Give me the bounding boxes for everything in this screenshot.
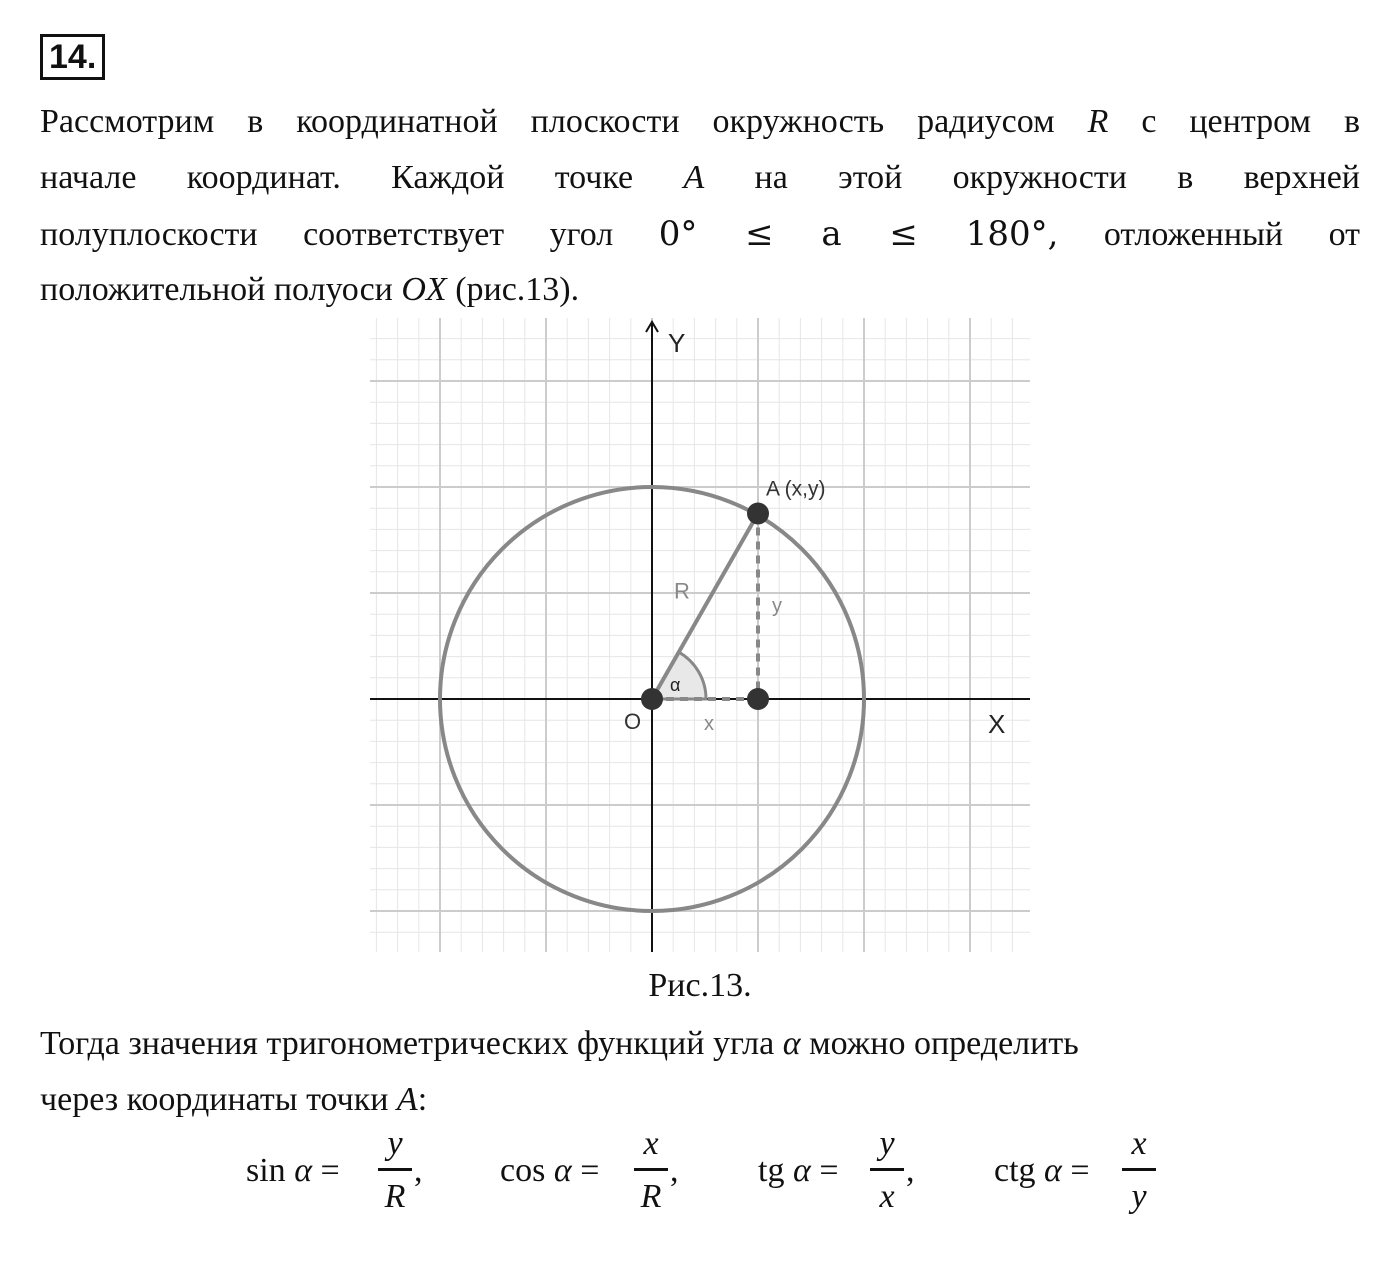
word: точке bbox=[554, 159, 634, 196]
formula-lhs bbox=[500, 1152, 599, 1190]
intro-line-2 bbox=[40, 150, 1360, 206]
word: положительной полуоси bbox=[40, 271, 393, 308]
fraction bbox=[634, 1122, 668, 1219]
axes bbox=[370, 322, 1030, 952]
point-origin bbox=[641, 688, 663, 710]
fn-var: α bbox=[792, 1152, 811, 1189]
numerator: x bbox=[1131, 1125, 1147, 1162]
formula-lhs bbox=[758, 1152, 839, 1190]
x-segment-label: x bbox=[704, 713, 714, 735]
intro-line-4 bbox=[40, 262, 1360, 318]
word: координат. bbox=[186, 159, 341, 196]
word: верхней bbox=[1243, 159, 1361, 196]
word: полуплоскости bbox=[40, 216, 258, 253]
conclusion-line-2 bbox=[40, 1072, 1360, 1128]
denominator: R bbox=[640, 1178, 662, 1215]
eq-sign: = bbox=[1070, 1152, 1090, 1189]
text: через координаты точки bbox=[40, 1081, 397, 1118]
word: от bbox=[1328, 216, 1360, 253]
grid bbox=[370, 318, 1030, 952]
separator: , bbox=[414, 1152, 423, 1189]
word: угол bbox=[549, 216, 614, 253]
eq-sign: = bbox=[819, 1152, 839, 1189]
math-A: A bbox=[396, 1081, 418, 1118]
intro-line-1 bbox=[40, 94, 1360, 150]
word: Рассмотрим bbox=[40, 103, 215, 140]
word: этой bbox=[838, 159, 903, 196]
angle-range-math: 0° ≤ a ≤ 180°, bbox=[658, 214, 1059, 254]
word: центром bbox=[1189, 103, 1311, 140]
axis-y-label: Y bbox=[668, 328, 686, 358]
text: Тогда значения тригонометрических функций угла bbox=[40, 1025, 783, 1062]
word: в bbox=[1343, 103, 1360, 140]
denominator: y bbox=[1131, 1178, 1147, 1215]
eq-sign: = bbox=[320, 1152, 340, 1189]
origin-label: O bbox=[624, 709, 642, 734]
formulas-row bbox=[0, 1122, 1400, 1222]
text: можно определить bbox=[800, 1025, 1079, 1062]
fn-name: cos bbox=[500, 1152, 546, 1189]
radius-label: R bbox=[674, 578, 690, 604]
fraction-bar bbox=[634, 1168, 668, 1171]
word: в bbox=[1177, 159, 1194, 196]
word: отложенный bbox=[1103, 216, 1284, 253]
point-A-label: A (x,y) bbox=[766, 477, 826, 501]
fn-var: α bbox=[553, 1152, 572, 1189]
coordinate-figure bbox=[370, 318, 1030, 952]
fn-name: ctg bbox=[994, 1152, 1036, 1189]
numerator: x bbox=[643, 1125, 659, 1162]
math-alpha: α bbox=[782, 1025, 801, 1062]
numerator: y bbox=[387, 1125, 403, 1162]
word: начале bbox=[40, 159, 137, 196]
formula-lhs bbox=[246, 1152, 340, 1190]
math-R: R bbox=[1087, 103, 1109, 140]
word: соответствует bbox=[303, 216, 505, 253]
point-A bbox=[747, 503, 769, 525]
text: : bbox=[417, 1081, 428, 1118]
fraction bbox=[378, 1122, 412, 1219]
separator: , bbox=[670, 1152, 679, 1189]
fraction-bar bbox=[1122, 1168, 1156, 1171]
word: окружности bbox=[952, 159, 1127, 196]
word: (рис.13). bbox=[455, 271, 580, 308]
fn-var: α bbox=[1044, 1152, 1062, 1189]
word: координатной bbox=[296, 103, 498, 140]
word: плоскости bbox=[530, 103, 680, 140]
denominator: R bbox=[384, 1178, 406, 1215]
task-number: 14. bbox=[40, 34, 105, 80]
word: с bbox=[1141, 103, 1157, 140]
word: A на bbox=[683, 159, 788, 196]
point-x-projection bbox=[747, 688, 769, 710]
numerator: y bbox=[879, 1125, 895, 1162]
formula-lhs bbox=[994, 1152, 1090, 1190]
intro-line-3 bbox=[40, 206, 1360, 262]
intro-paragraph bbox=[40, 94, 1360, 318]
denominator: x bbox=[879, 1178, 895, 1215]
axis-x-label: X bbox=[988, 709, 1006, 739]
figure-caption: Рис.13. bbox=[648, 967, 752, 1004]
word: радиусом bbox=[917, 103, 1055, 140]
word: в bbox=[247, 103, 264, 140]
fraction-bar bbox=[870, 1168, 904, 1171]
math-OX: OX bbox=[401, 271, 447, 308]
fraction-bar bbox=[378, 1168, 412, 1171]
separator: , bbox=[906, 1152, 915, 1189]
radius-segment bbox=[652, 514, 758, 700]
fraction bbox=[870, 1122, 904, 1219]
fn-name: tg bbox=[758, 1152, 785, 1189]
y-segment-label: y bbox=[772, 595, 782, 618]
conclusion-line-1 bbox=[40, 1016, 1360, 1072]
fn-name: sin bbox=[246, 1152, 286, 1189]
word: Каждой bbox=[391, 159, 505, 196]
conclusion-paragraph bbox=[40, 1016, 1360, 1128]
fn-var: α bbox=[294, 1152, 313, 1189]
fraction bbox=[1122, 1122, 1156, 1219]
eq-sign: = bbox=[580, 1152, 600, 1189]
word: окружность bbox=[712, 103, 885, 140]
angle-label: α bbox=[670, 675, 681, 695]
